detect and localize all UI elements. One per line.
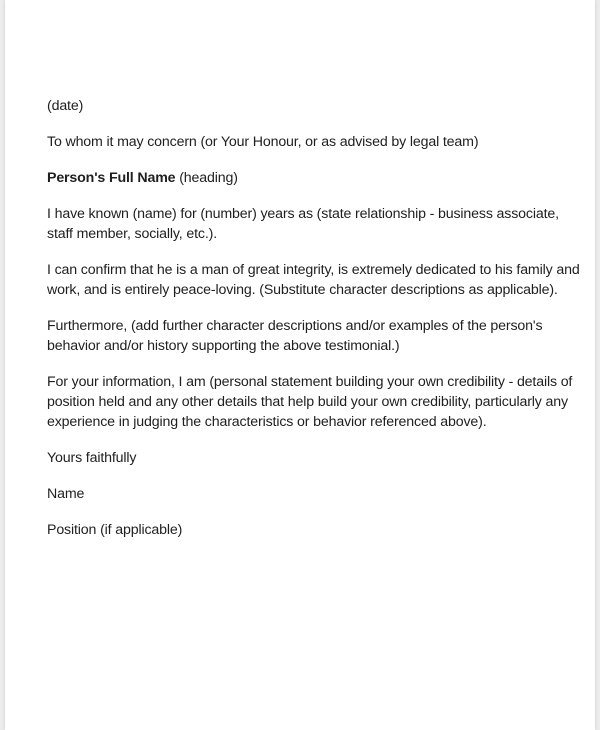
letter-heading — [47, 168, 587, 188]
paragraph-credibility: For your information, I am (personal statement building your own credibility - details of position held and any other details that help build your own credibility, particularly any experience in judging the characteristics or behavior referenced above). — [47, 374, 573, 430]
person-full-name: Person's Full Name — [47, 170, 176, 186]
letter-date: (date) — [47, 98, 84, 114]
letter-body — [47, 96, 587, 540]
letter-closing: Yours faithfully — [47, 450, 137, 466]
paragraph-character: I can confirm that he is a man of great integrity, is extremely dedicated to his family and work, and is entirely peace-loving. (Substitute character descriptions as applicable). — [47, 262, 580, 298]
document-page — [5, 0, 595, 730]
signatory-name: Name — [47, 486, 85, 502]
paragraph-relationship: I have known (name) for (number) years as (state relationship - business associate, staff member, socially, etc.). — [47, 206, 559, 242]
signatory-position: Position (if applicable) — [47, 522, 183, 538]
heading-suffix: (heading) — [175, 170, 238, 186]
letter-salutation: To whom it may concern (or Your Honour, or as advised by legal team) — [47, 134, 479, 150]
paragraph-further: Furthermore, (add further character descriptions and/or examples of the person's behavior and/or history supporting the above testimonial.) — [47, 318, 543, 354]
